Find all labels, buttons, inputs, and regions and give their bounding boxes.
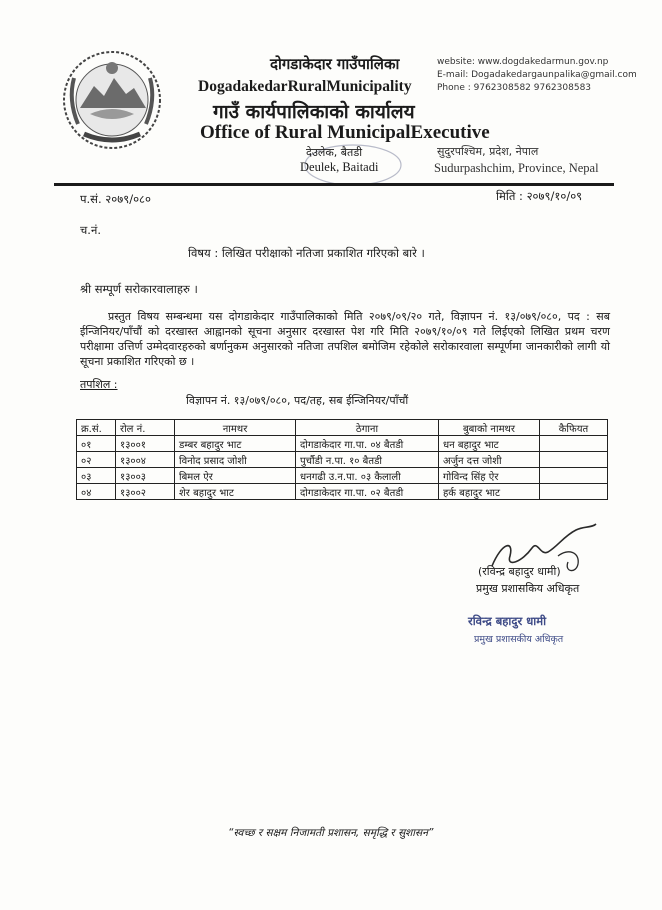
ref-number: प.सं. २०७९/०८० [80,192,152,206]
dispatch-number: च.नं. [80,223,101,237]
col-father: बुबाको नामथर [439,420,540,436]
email: E-mail: Dogadakedargaunpalika@gmail.com [437,70,637,80]
official-stamp-name: रविन्द्र बहादुर धामी [468,614,547,628]
contact-block [437,56,637,95]
col-name: नामथर [175,420,296,436]
cell: ०४ [77,484,116,500]
salutation: श्री सम्पूर्ण सरोकारवालाहरु । [80,282,198,296]
table-row [77,436,608,452]
table-row [77,452,608,468]
office-name-en: Office of Rural MunicipalExecutive [200,122,490,143]
cell: १३००४ [116,452,175,468]
tapsil-label: तपशिल : [80,378,118,391]
phone: Phone : 9762308582 9762308583 [437,83,592,93]
results-table [76,419,608,500]
cell [540,468,608,484]
province-np: सुदुरपश्चिम, प्रदेश, नेपाल [437,145,539,158]
cell: अर्जुन दत्त जोशी [439,452,540,468]
municipality-name-en: DogadakedarRuralMunicipality [198,78,412,95]
col-address: ठेगाना [296,420,439,436]
cell: ०१ [77,436,116,452]
cell: पुर्चौडी न.पा. १० बैतडी [296,452,439,468]
cell [540,452,608,468]
body-text: प्रस्तुत विषय सम्बन्धमा यस दोगडाकेदार गाउँपालिकाको मिति २०७९/०९/२० गते, विज्ञापन नं. १३/०७९/०८०, पद : सब ईन्जिनियर/पाँचौं को दरखास्त आह्वानको सूचना अनुसार दरखास्त पेश गरि मिति २०७९/१०/०९ गते लिईएको लिखित प्रथम चरण परीक्षामा उत्तिर्ण उम्मेदवारहरुको बर्णानुकम अनुसारको नतिजा तपशिल बमोजिम रहेकोले सरोकारवाला सम्पूर्णमा जानकारीको लागी यो सूचना प्रकाशित गरिएको छ । [80,310,610,368]
cell: धन बहादुर भाट [439,436,540,452]
cell: १३००२ [116,484,175,500]
footer-motto: “स्वच्छ र सक्षम निजामती प्रशासन, समृद्धि र सुशासन” [228,827,434,839]
nepal-emblem-logo [60,48,164,152]
table-header-row [77,420,608,436]
col-remarks: कैफियत [540,420,608,436]
cell: विनोद प्रसाद जोशी [175,452,296,468]
body-paragraph [80,309,610,369]
cell: दोगडाकेदार गा.पा. ०४ बैतडी [296,436,439,452]
municipality-name-np: दोगडाकेदार गाउँपालिका [270,55,400,73]
address-np: देउलेक, बैतडी [306,146,363,159]
cell: धनगढी उ.न.पा. ०३ कैलाली [296,468,439,484]
office-name-np: गाउँ कार्यपालिकाको कार्यालय [213,101,415,123]
cell: गोविन्द सिंह ऐर [439,468,540,484]
cell: डम्बर बहादुर भाट [175,436,296,452]
table-row [77,484,608,500]
header-divider [54,183,614,186]
col-sn: क्र.सं. [77,420,116,436]
subject-line: विषय : लिखित परीक्षाको नतिजा प्रकाशित गरिएको बारे । [188,246,425,260]
address-en: Deulek, Baitadi [300,160,379,174]
letter-date: मिति : २०७९/१०/०९ [496,189,583,203]
cell: १३००३ [116,468,175,484]
cell: बिमल ऐर [175,468,296,484]
cell: शेर बहादुर भाट [175,484,296,500]
col-roll: रोल नं. [116,420,175,436]
cell: ०३ [77,468,116,484]
cell [540,484,608,500]
vigyapan-line: विज्ञापन नं. १३/०७९/०८०, पद/तह, सब ईन्जिनियर/पाँचौं [186,394,409,407]
cell: दोगडाकेदार गा.पा. ०२ बैतडी [296,484,439,500]
official-stamp-title: प्रमुख प्रशासकीय अधिकृत [474,634,564,645]
table-row [77,468,608,484]
cell: १३००१ [116,436,175,452]
signatory-title: प्रमुख प्रशासकिय अधिकृत [476,582,580,595]
cell [540,436,608,452]
website: website: www.dogdakedarmun.gov.np [437,57,609,67]
cell: हर्क बहादुर भाट [439,484,540,500]
signatory-name: (रविन्द्र बहादुर धामी) [478,565,561,578]
cell: ०२ [77,452,116,468]
province-en: Sudurpashchim, Province, Nepal [434,161,599,175]
